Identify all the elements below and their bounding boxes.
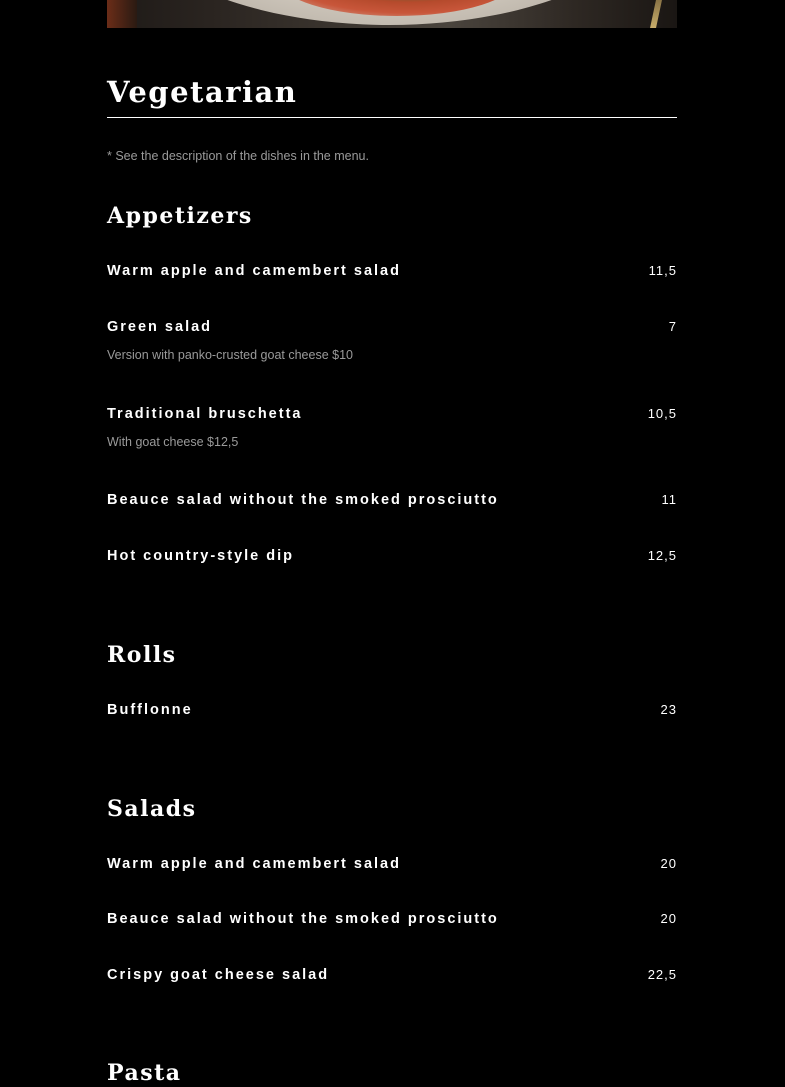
menu-item (107, 261, 677, 281)
menu-item-name: Bufflonne (107, 702, 193, 718)
menu-item-name: Beauce salad without the smoked prosciutto (107, 492, 499, 508)
menu-item-price: 22,5 (647, 967, 677, 982)
menu-item-name: Hot country-style dip (107, 548, 295, 564)
menu-item-price: 20 (660, 911, 677, 926)
menu-note: * See the description of the dishes in the menu. (107, 149, 369, 163)
menu-item (107, 700, 677, 720)
menu-item-description: With goat cheese $12,5 (107, 435, 239, 449)
section-title-appetizers: Appetizers (107, 203, 253, 229)
menu-item-name: Warm apple and camembert salad (107, 263, 401, 279)
page-title: Vegetarian (107, 72, 677, 118)
hero-utensil (650, 0, 662, 28)
menu-item (107, 965, 677, 985)
menu-item (107, 909, 677, 929)
section-title-salads: Salads (107, 796, 197, 822)
menu-item-name: Traditional bruschetta (107, 406, 303, 422)
menu-item (107, 546, 677, 566)
menu-item-price: 11,5 (648, 263, 677, 278)
menu-item-price: 11 (661, 492, 677, 507)
section-title-pasta: Pasta (107, 1060, 182, 1086)
menu-item (107, 404, 677, 449)
menu-item-name: Beauce salad without the smoked prosciutto (107, 911, 499, 927)
menu-item-price: 23 (660, 702, 677, 717)
menu-item-name: Green salad (107, 319, 213, 335)
section-title-rolls: Rolls (107, 642, 177, 668)
menu-item (107, 854, 677, 874)
hero-food-image (107, 0, 677, 28)
menu-item-name: Warm apple and camembert salad (107, 856, 401, 872)
menu-item-price: 7 (668, 319, 677, 334)
menu-item-price: 20 (660, 856, 677, 871)
menu-item-price: 10,5 (647, 406, 677, 421)
hero-image-detail (107, 0, 137, 28)
menu-item-price: 12,5 (647, 548, 677, 563)
menu-item (107, 490, 677, 510)
menu-item-name: Crispy goat cheese salad (107, 967, 330, 983)
menu-item-description: Version with panko-crusted goat cheese $10 (107, 348, 353, 362)
menu-item (107, 317, 677, 362)
